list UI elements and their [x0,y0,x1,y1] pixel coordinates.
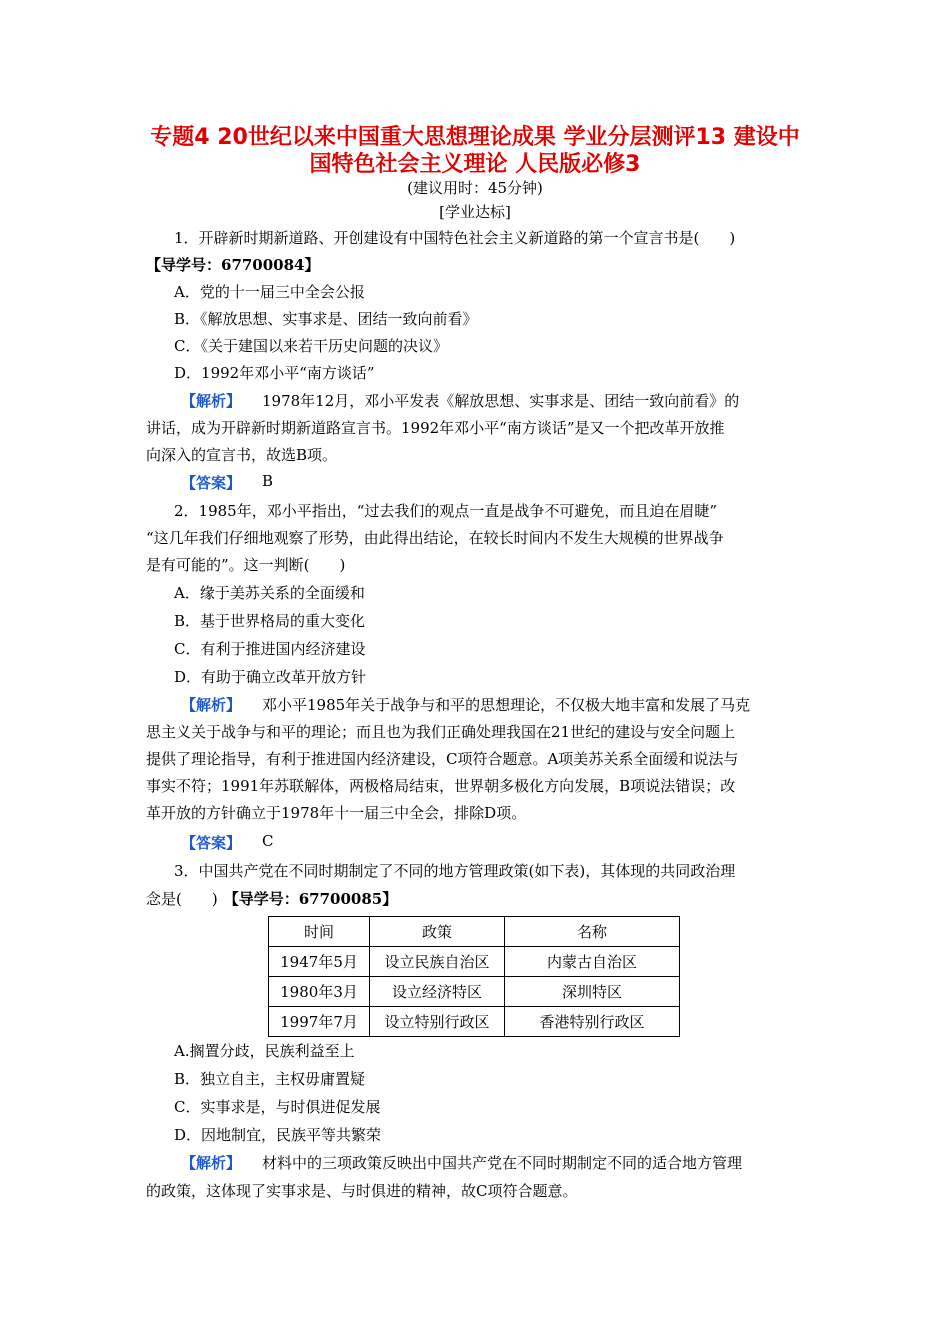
table-cell: 设立民族自治区 [370,947,505,977]
table-row [269,977,680,1007]
table-cell: 深圳特区 [505,977,680,1007]
question-1-analysis-line-2: 讲话，成为开辟新时期新道路宣言书。1992年邓小平“南方谈话”是又一个把改革开放推 [146,419,725,437]
table-cell: 内蒙古自治区 [505,947,680,977]
policy-table [268,916,680,1037]
question-1-analysis-line-3: 向深入的宣言书，故选B项。 [146,446,338,464]
question-3-option-a: A.搁置分歧，民族利益至上 [174,1042,355,1060]
question-3-analysis-line-1: 材料中的三项政策反映出中国共产党在不同时期制定不同的适合地方管理 [262,1154,743,1172]
suggested-duration: (建议用时：45分钟) [407,179,543,197]
question-1-option-a: A．党的十一届三中全会公报 [174,283,365,301]
question-2-answer: C [262,832,274,850]
question-1-stem: 1．开辟新时期新道路、开创建设有中国特色社会主义新道路的第一个宣言书是( ) [174,229,736,247]
answer-tag: 【答案】 [181,834,242,852]
analysis-tag: 【解析】 [181,1154,242,1172]
table-cell: 1947年5月 [269,947,370,977]
question-2-analysis-line-2: 思主义关于战争与和平的理论；而且也为我们正确处理我国在21世纪的建设与安全问题上 [146,723,736,741]
question-2-analysis-line-4: 事实不符；1991年苏联解体，两极格局结束，世界朝多极化方向发展，B项说法错误；改 [146,777,736,795]
table-cell: 设立特别行政区 [370,1007,505,1037]
table-cell: 设立经济特区 [370,977,505,1007]
table-row [269,1007,680,1037]
question-2-analysis-label [181,694,241,715]
question-2-analysis-line-3: 提供了理论指导，有利于推进国内经济建设，C项符合题意。A项美苏关系全面缓和说法与 [146,750,739,768]
question-3-option-d: D．因地制宜，民族平等共繁荣 [174,1126,382,1144]
question-2-analysis-line-5: 革开放的方针确立于1978年十一届三中全会，排除D项。 [146,804,527,822]
question-1-analysis-label [181,390,241,411]
table-cell: 1980年3月 [269,977,370,1007]
question-1-analysis-line-1: 1978年12月，邓小平发表《解放思想、实事求是、团结一致向前看》的 [262,392,740,410]
question-3-stem-text: 念是( ) [146,890,218,908]
table-cell: 香港特别行政区 [505,1007,680,1037]
section-heading: [学业达标] [439,203,511,221]
question-2-option-a: A．缘于美苏关系的全面缓和 [174,584,365,602]
question-3-option-c: C．实事求是，与时俱进促发展 [174,1098,381,1116]
table-header-cell: 名称 [505,917,680,947]
table-cell: 1997年7月 [269,1007,370,1037]
question-2-analysis-line-1: 邓小平1985年关于战争与和平的思想理论，不仅极大地丰富和发展了马克 [262,696,751,714]
question-3-stem-line-2 [146,888,397,909]
question-1-guide-number: 【导学号：67700084】 [146,256,320,274]
question-3-analysis-line-2: 的政策，这体现了实事求是、与时俱进的精神，故C项符合题意。 [146,1182,578,1200]
question-2-option-c: C．有利于推进国内经济建设 [174,640,366,658]
question-1-option-c: C．《关于建国以来若干历史问题的决议》 [174,337,448,355]
question-1-answer: B [262,472,274,490]
table-row [269,947,680,977]
question-1-option-b: B．《解放思想、实事求是、团结一致向前看》 [174,310,478,328]
question-1-answer-label [181,472,241,493]
question-3-guide-number: 【导学号：67700085】 [223,890,398,908]
question-2-stem-line-1: 2．1985年，邓小平指出，“过去我们的观点一直是战争不可避免，而且迫在眉睫” [174,502,718,520]
answer-tag: 【答案】 [181,474,242,492]
question-3-stem-line-1: 3．中国共产党在不同时期制定了不同的地方管理政策(如下表)，其体现的共同政治理 [174,862,736,880]
question-2-stem-line-2: “这几年我们仔细地观察了形势，由此得出结论，在较长时间内不发生大规模的世界战争 [146,529,724,547]
question-2-option-b: B．基于世界格局的重大变化 [174,612,366,630]
question-2-answer-label [181,832,241,853]
table-header-cell: 时间 [269,917,370,947]
table-header-cell: 政策 [370,917,505,947]
question-3-option-b: B．独立自主，主权毋庸置疑 [174,1070,366,1088]
question-2-stem-line-3: 是有可能的”。这一判断( ) [146,556,346,574]
table-header-row [269,917,680,947]
analysis-tag: 【解析】 [181,392,242,410]
page-title: 专题4 20世纪以来中国重大思想理论成果 学业分层测评13 建设中国特色社会主义理论 人民版必修3 [150,125,800,177]
question-3-analysis-label [181,1152,241,1173]
question-1-option-d: D．1992年邓小平“南方谈话” [174,364,375,382]
analysis-tag: 【解析】 [181,696,242,714]
question-2-option-d: D．有助于确立改革开放方针 [174,668,367,686]
